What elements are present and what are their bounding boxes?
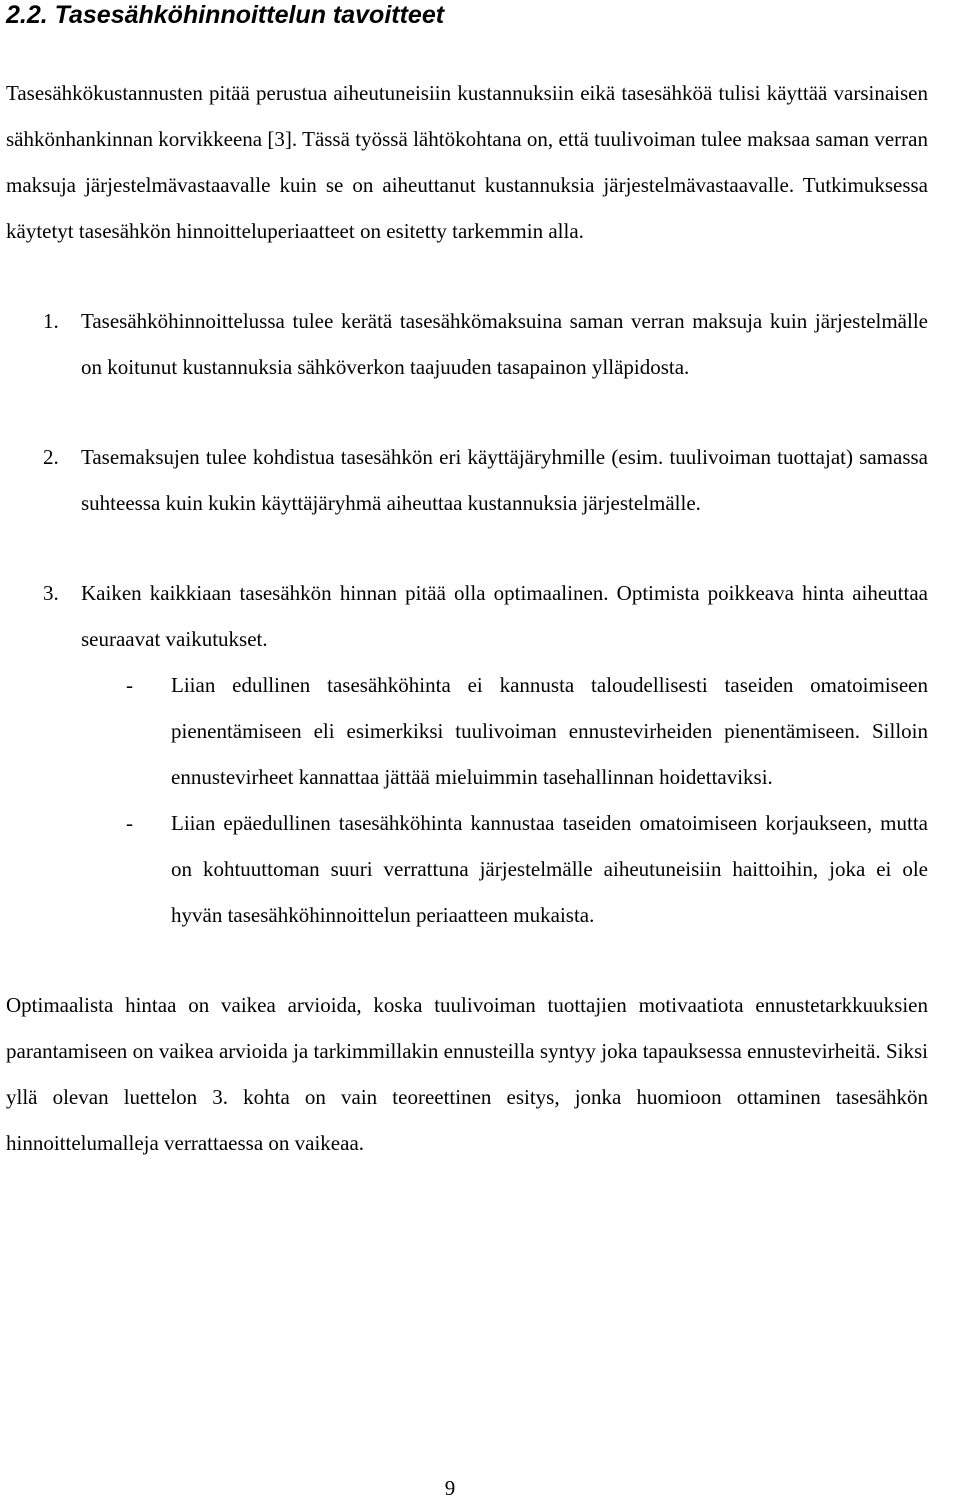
list-dash: - <box>126 673 133 697</box>
page-number: 9 <box>444 1476 456 1500</box>
effect-text: Liian edullinen tasesähköhinta ei kannusta taloudellisesti taseiden omatoimiseen pienentämiseen eli esimerkiksi tuulivoiman ennustevirheiden pienentämiseen. Silloin ennustevirheet kannattaa jättää mieluimmin tasehallinnan hoidettaviksi. <box>171 673 928 789</box>
effects-list <box>81 662 928 938</box>
principle-text: Kaiken kaikkiaan tasesähkön hinnan pitää olla optimaalinen. Optimista poikkeava hinta aiheuttaa seuraavat vaikutukset. <box>81 581 928 651</box>
principle-text: Tasemaksujen tulee kohdistua tasesähkön eri käyttäjäryhmille (esim. tuulivoiman tuottajat) samassa suhteessa kuin kukin käyttäjäryhmä aiheuttaa kustannuksia järjestelmälle. <box>81 445 928 515</box>
final-paragraph: Optimaalista hintaa on vaikea arvioida, koska tuulivoiman tuottajien motivaatiota ennustetarkkuuksien parantamiseen on vaikea arvioida ja tarkimmillakin ennusteilla syntyy joka tapauksessa ennustevirheitä. Siksi yllä olevan luettelon 3. kohta on vain teoreettinen esitys, jonka huomioon ottaminen tasesähkön hinnoittelumalleja verrattaessa on vaikeaa. <box>6 993 928 1155</box>
principle-item-1 <box>6 298 928 390</box>
intro-paragraph: Tasesähkökustannusten pitää perustua aiheutuneisiin kustannuksiin eikä tasesähköä tulisi käyttää varsinaisen sähkönhankinnan korvikkeena [3]. Tässä työssä lähtökohtana on, että tuulivoiman tulee maksaa saman verran maksuja järjestelmävastaavalle kuin se on aiheuttanut kustannuksia järjestelmävastaavalle. Tutkimuksessa käytetyt tasesähkön hinnoitteluperiaatteet on esitetty tarkemmin alla. <box>6 81 928 243</box>
principle-item-3 <box>6 570 928 938</box>
principle-number: 3. <box>43 581 59 605</box>
section-heading: 2.2. Tasesähköhinnoittelun tavoitteet <box>6 1 445 29</box>
principles-list <box>6 298 928 938</box>
principle-text: Tasesähköhinnoittelussa tulee kerätä tasesähkömaksuina saman verran maksuja kuin järjestelmälle on koitunut kustannuksia sähköverkon taajuuden tasapainon ylläpidosta. <box>81 309 928 379</box>
principle-number: 2. <box>43 445 59 469</box>
effect-text: Liian epäedullinen tasesähköhinta kannustaa taseiden omatoimiseen korjaukseen, mutta on kohtuuttoman suuri verrattuna järjestelmälle aiheutuneisiin haittoihin, joka ei ole hyvän tasesähköhinnoittelun periaatteen mukaista. <box>171 811 928 927</box>
effect-item-2 <box>6 800 928 938</box>
list-dash: - <box>126 811 133 835</box>
principle-item-2 <box>6 434 928 526</box>
effect-item-1 <box>6 662 928 800</box>
principle-number: 1. <box>43 309 59 333</box>
